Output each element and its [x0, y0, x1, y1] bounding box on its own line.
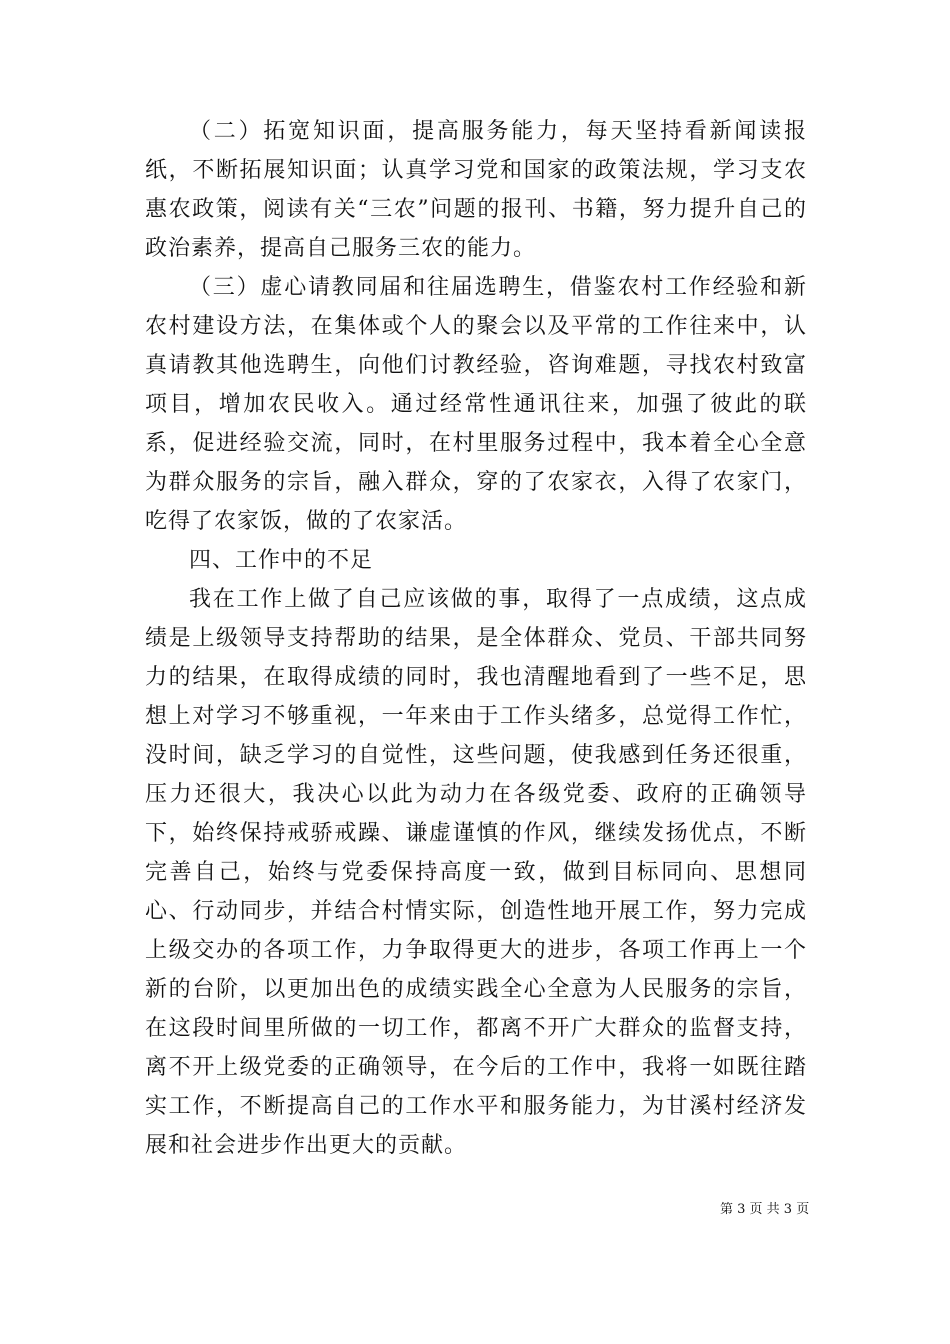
- paragraph-consult: （三）虚心请教同届和往届选聘生，借鉴农村工作经验和新农村建设方法，在集体或个人的聚会以及平常的工作往来中，认真请教其他选聘生，向他们讨教经验，咨询难题，寻找农村致富项目，增加农民收入。通过经常性通讯往来，加强了彼此的联系，促进经验交流，同时，在村里服务过程中，我本着全心全意为群众服务的宗旨，融入群众，穿的了农家衣，入得了农家门，吃得了农家饭，做的了农家活。: [145, 275, 807, 534]
- document-body: [145, 112, 807, 1165]
- paragraph-shortcomings: 我在工作上做了自己应该做的事，取得了一点成绩，这点成绩是上级领导支持帮助的结果，是全体群众、党员、干部共同努力的结果，在取得成绩的同时，我也清醒地看到了一些不足，思想上对学习不够重视，一年来由于工作头绪多，总觉得工作忙，没时间，缺乏学习的自觉性，这些问题，使我感到任务还很重，压力还很大，我决心以此为动力在各级党委、政府的正确领导下，始终保持戒骄戒躁、谦虚谨慎的作风，继续发扬优点，不断完善自己，始终与党委保持高度一致，做到目标同向、思想同心、行动同步，并结合村情实际，创造性地开展工作，努力完成上级交办的各项工作，力争取得更大的进步，各项工作再上一个新的台阶，以更加出色的成绩实践全心全意为人民服务的宗旨，在这段时间里所做的一切工作，都离不开广大群众的监督支持，离不开上级党委的正确领导，在今后的工作中，我将一如既往踏实工作，不断提高自己的工作水平和服务能力，为甘溪村经济发展和社会进步作出更大的贡献。: [145, 587, 807, 1158]
- page-number: 第 3 页 共 3 页: [720, 1202, 810, 1217]
- paragraph-knowledge: （二）拓宽知识面，提高服务能力，每天坚持看新闻读报纸，不断拓展知识面；认真学习党和国家的政策法规，学习支农惠农政策，阅读有关“三农”问题的报刊、书籍，努力提升自己的政治素养，提高自己服务三农的能力。: [145, 119, 807, 261]
- section-heading: 四、工作中的不足: [189, 548, 374, 573]
